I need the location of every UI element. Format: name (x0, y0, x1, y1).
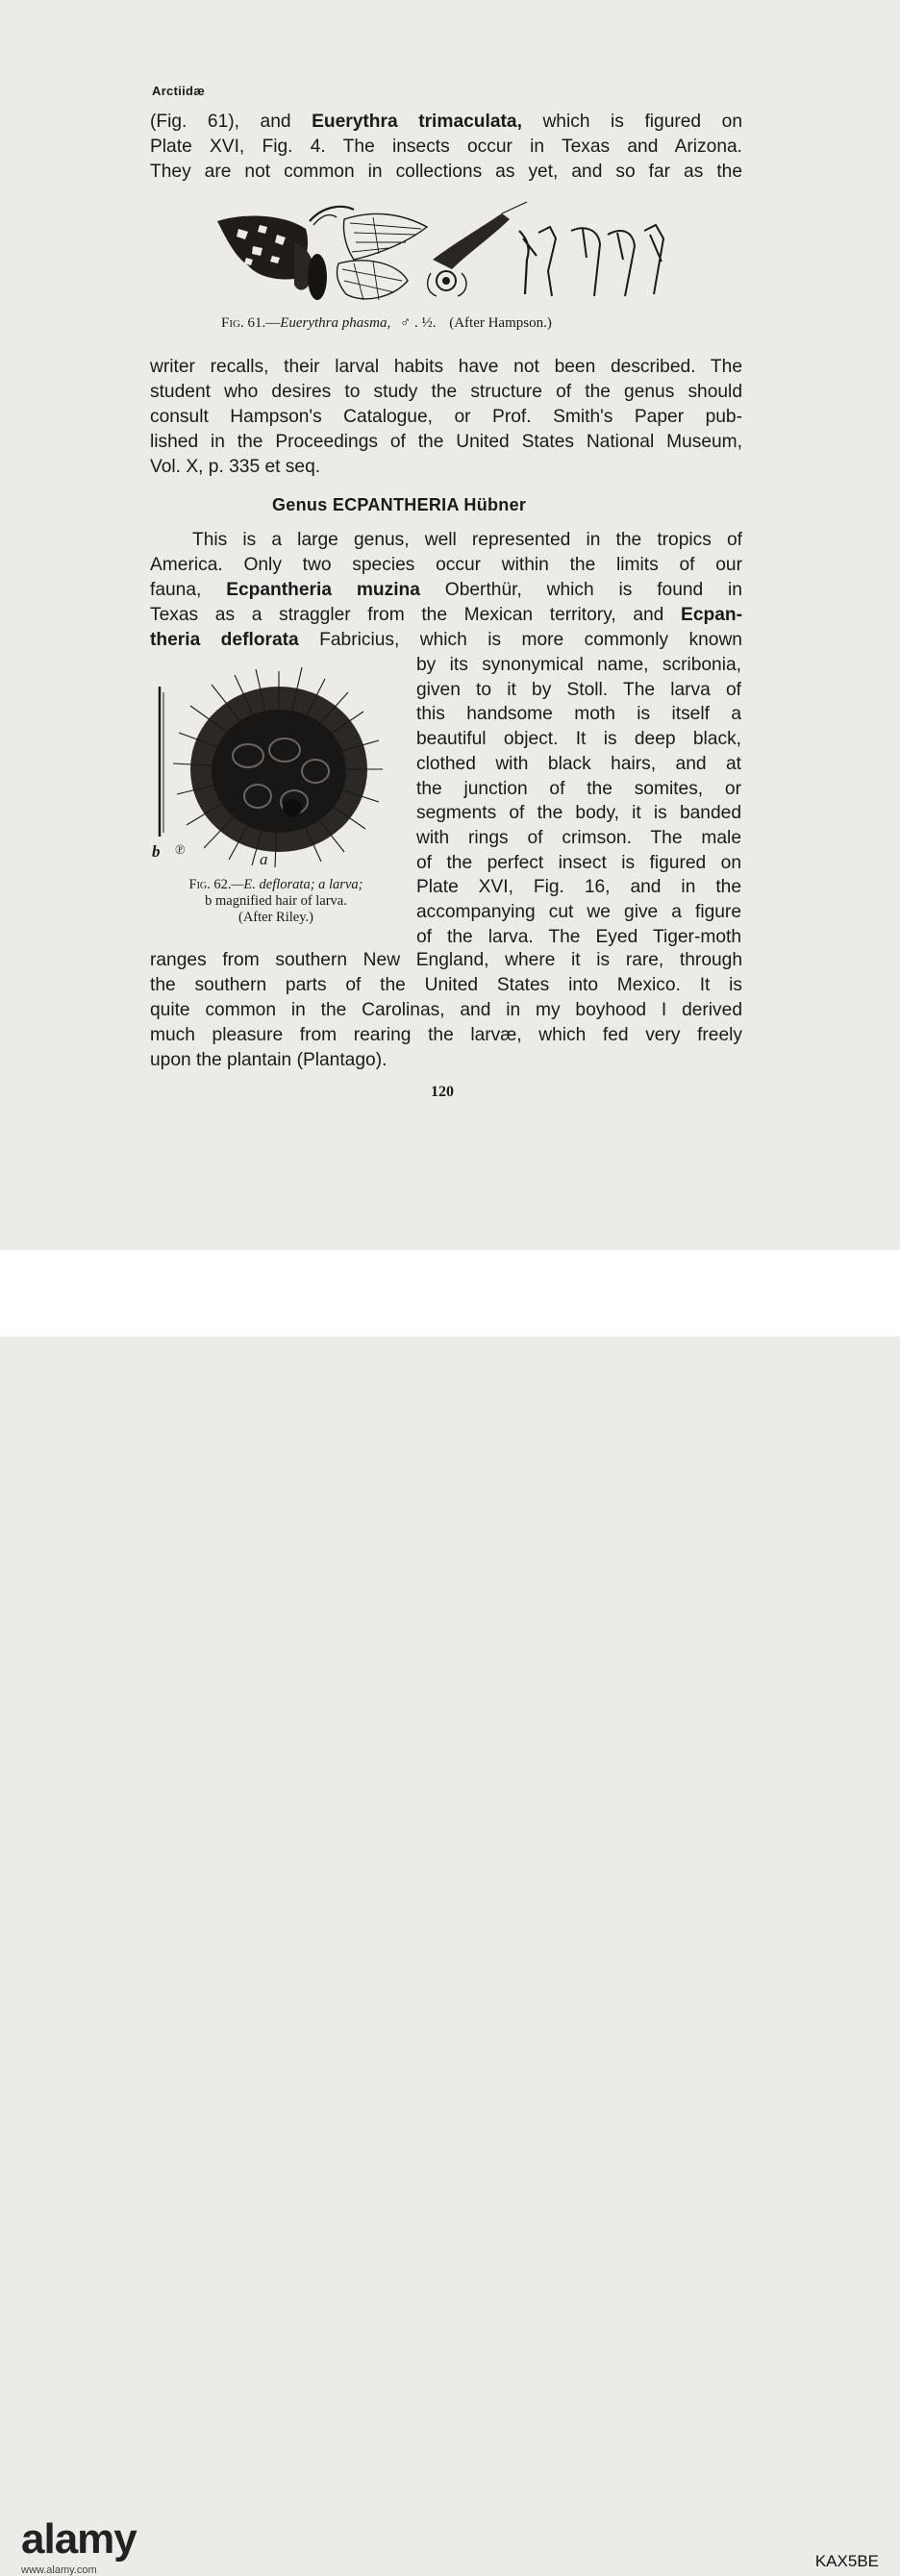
text-line: Vol. X, p. 335 et seq. (150, 457, 321, 477)
figure-61-caption (221, 315, 683, 332)
text-line: given to it by Stoll. The larva of (416, 679, 741, 700)
text-line: theria deflorata Fabricius, which is more commonly known (150, 630, 742, 650)
text-line: Texas as a straggler from the Mexican territory, and Ecpan- (150, 605, 742, 625)
text-line: of the perfect insect is figured on (416, 852, 741, 873)
paragraph-intro (150, 110, 742, 185)
species-name: Euerythra phasma, (280, 315, 391, 331)
caption-line: b magnified hair of larva. (205, 893, 347, 909)
alamy-logo: alamy (21, 2515, 137, 2563)
caption-line: (After Riley.) (238, 910, 313, 925)
paragraph-ecpantheria (150, 528, 742, 653)
text-line: of the larva. The Eyed Tiger-moth (416, 926, 741, 947)
sex-scale: ♂ . ½. (399, 315, 437, 331)
stock-image-id: KAX5BE (814, 2552, 879, 2570)
label-b: b (152, 842, 161, 861)
text-line: the junction of the somites, or (416, 778, 741, 799)
figure-61-moth-illustration (210, 200, 671, 306)
figure-62-larva-illustration (152, 663, 392, 870)
text-line: They are not common in collections as yet, and so far as the (150, 162, 742, 182)
text-line: (Fig. 61), and Euerythra trimaculata, which is figured on (150, 112, 742, 132)
text-column-right (416, 653, 741, 949)
label-a: a (260, 850, 268, 868)
text-line: accompanying cut we give a figure (416, 902, 741, 923)
caption-dash: — (265, 315, 281, 331)
text-line: Plate XVI, Fig. 16, and in the (416, 877, 741, 898)
monogram-mark: ℗ (175, 843, 186, 858)
figure-label: Fig. 61. (221, 315, 266, 331)
figure-credit: (After Hampson.) (449, 315, 552, 331)
stock-watermark-bar (0, 1250, 900, 2576)
section-heading: Genus ECPANTHERIA Hübner (272, 495, 527, 514)
text-line: much pleasure from rearing the larvæ, which fed very freely (150, 1025, 742, 1045)
text-line: student who desires to study the structure of the genus should (150, 382, 742, 402)
text-line: writer recalls, their larval habits have not been described. The (150, 357, 742, 377)
text-line: Plate XVI, Fig. 4. The insects occur in Texas and Arizona. (150, 137, 742, 157)
paragraph-range (150, 948, 742, 1073)
alamy-url: www.alamy.com (21, 2564, 97, 2576)
text-line: beautiful object. It is deep black, (416, 729, 741, 750)
text-line: by its synonymical name, scribonia, (416, 655, 741, 675)
text-line: the southern parts of the United States into Mexico. It is (150, 975, 742, 995)
text-line: ranges from southern New England, where it is rare, through (150, 950, 742, 970)
text-line: fauna, Ecpantheria muzina Oberthür, which is found in (150, 580, 742, 600)
text-line: lished in the Proceedings of the United States National Museum, (150, 432, 742, 452)
text-line: upon the plantain (Plantago). (150, 1050, 388, 1070)
text-line: consult Hampson's Catalogue, or Prof. Smith's Paper pub- (150, 407, 742, 427)
text-line: This is a large genus, well represented in the tropics of (192, 530, 742, 550)
caption-line: Fig. 62.—E. deflorata; a larva; (188, 877, 363, 892)
book-page (0, 0, 900, 1250)
text-line: with rings of crimson. The male (416, 827, 741, 848)
paragraph-larval-habits (150, 355, 742, 480)
text-line: quite common in the Carolinas, and in my boyhood I derived (150, 1000, 742, 1020)
text-line: America. Only two species occur within the limits of our (150, 555, 742, 575)
text-line: this handsome moth is itself a (416, 704, 741, 725)
text-line: clothed with black hairs, and at (416, 753, 741, 774)
figure-62-caption (148, 877, 404, 926)
page-number: 120 (431, 1084, 454, 1100)
text-line: segments of the body, it is banded (416, 803, 741, 824)
running-head: Arctiidæ (152, 84, 206, 98)
